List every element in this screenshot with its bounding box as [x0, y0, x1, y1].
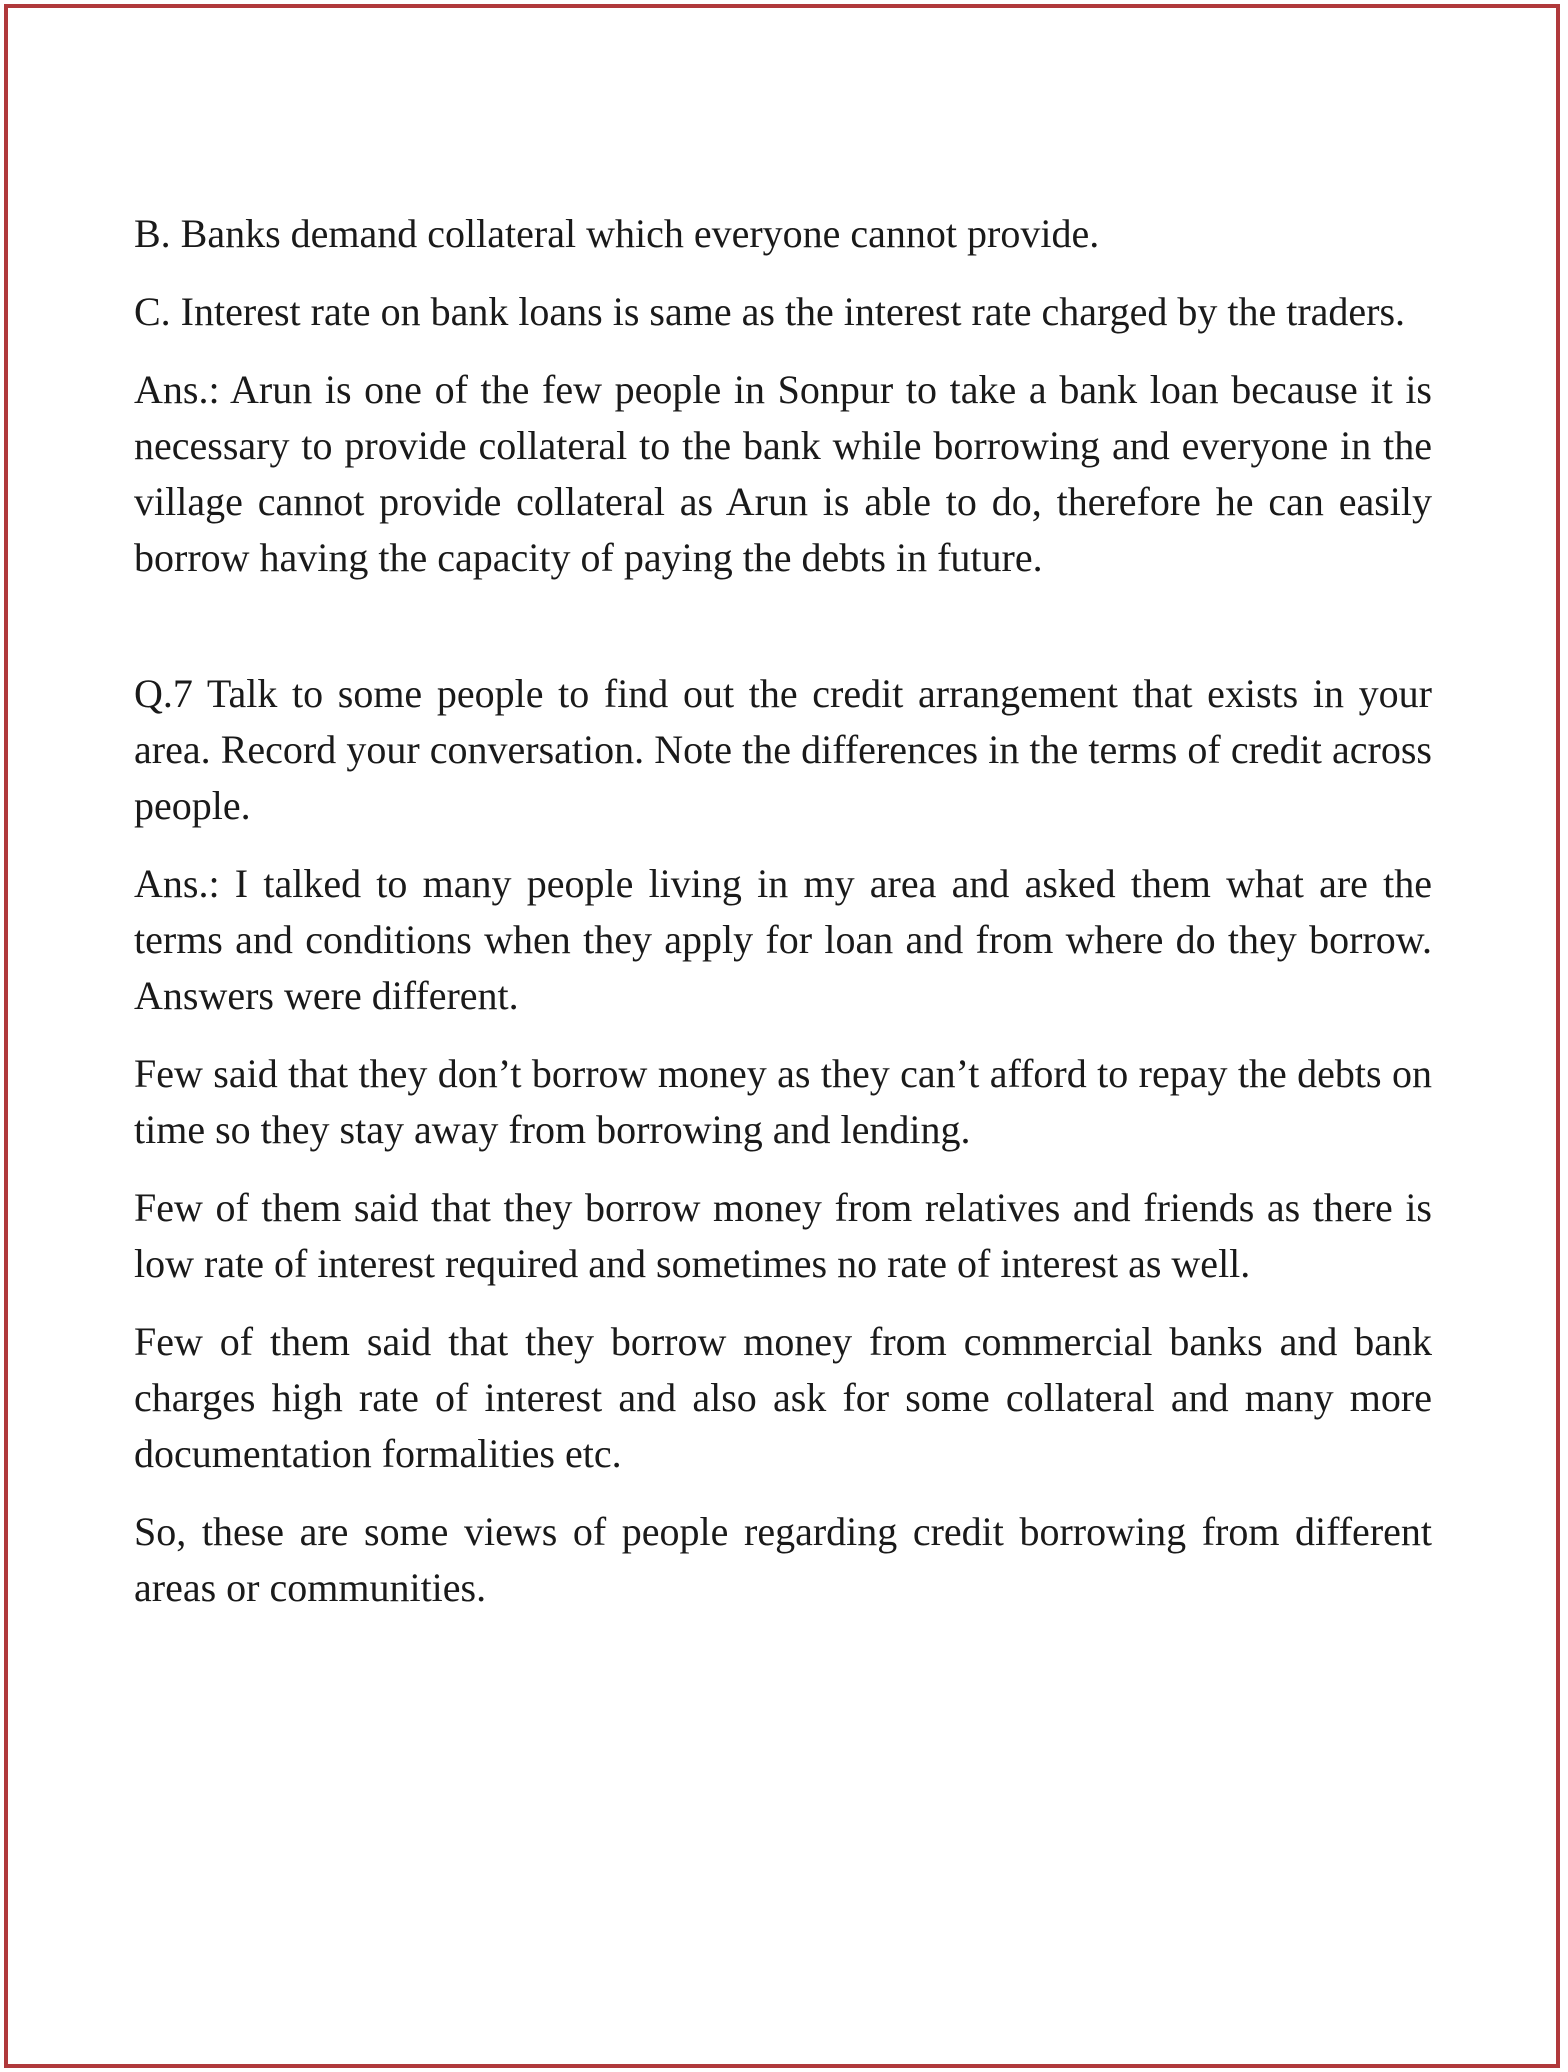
option-b: B. Banks demand collateral which everyone cannot provide. — [134, 211, 1100, 256]
answer-q6: Ans.: Arun is one of the few people in Sonpur to take a bank loan because it is necessary to provide collateral to the bank while borrowing and everyone in the village cannot provide collateral as Arun is able to do, therefore he can easily borrow having the capacity of paying the debts in future. — [134, 367, 1432, 580]
answer-q7-conclusion: So, these are some views of people regarding credit borrowing from different areas or communities. — [134, 1509, 1432, 1610]
answer-q7-view-1: Few said that they don’t borrow money as they can’t afford to repay the debts on time so they stay away from borrowing and lending. — [134, 1051, 1432, 1152]
answer-q7-view-3: Few of them said that they borrow money from commercial banks and bank charges high rate of interest and also ask for some collateral and many more documentation formalities etc. — [134, 1319, 1432, 1476]
option-c: C. Interest rate on bank loans is same as the interest rate charged by the traders. — [134, 289, 1406, 334]
answer-q7-intro: Ans.: I talked to many people living in my area and asked them what are the terms and conditions when they apply for loan and from where do they borrow. Answers were different. — [134, 861, 1432, 1018]
question-q7: Q.7 Talk to some people to find out the credit arrangement that exists in your area. Record your conversation. Note the differences in the terms of credit across people. — [134, 671, 1432, 828]
answer-q7-view-2: Few of them said that they borrow money from relatives and friends as there is low rate of interest required and sometimes no rate of interest as well. — [134, 1185, 1432, 1286]
document-body — [134, 206, 1432, 1638]
